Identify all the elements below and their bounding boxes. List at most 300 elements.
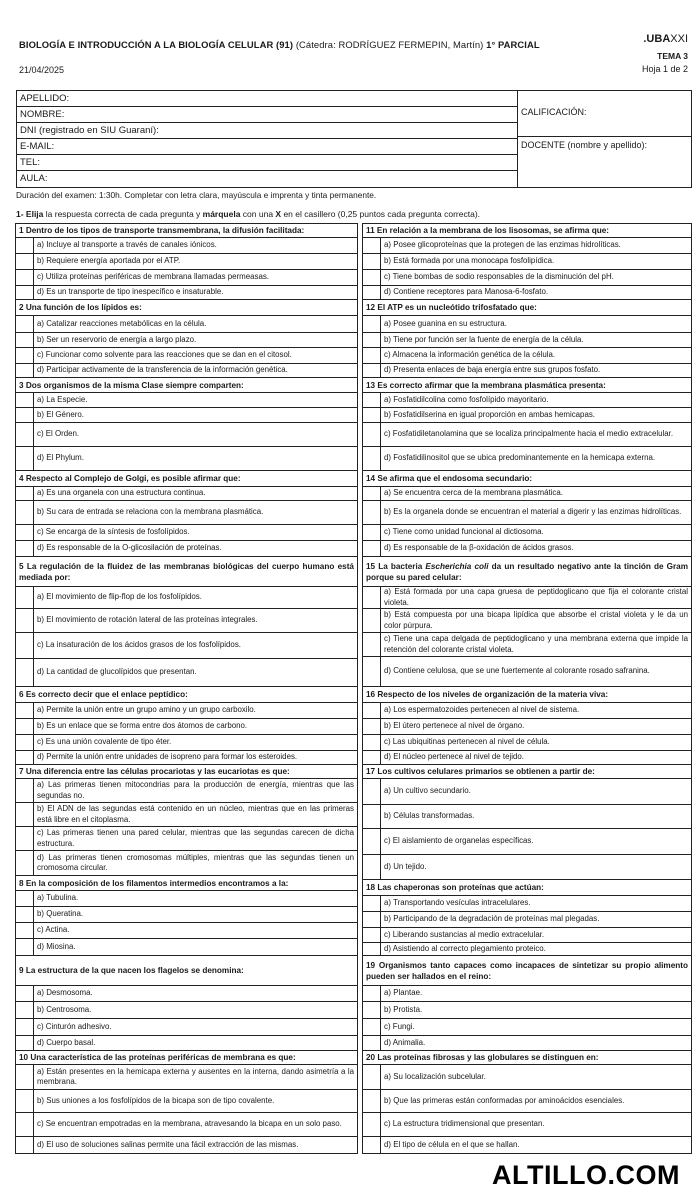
field-tel[interactable]: TEL: xyxy=(17,155,517,171)
question-text: 8 En la composición de los filamentos intermedios encontramos a la: xyxy=(19,878,289,888)
question-header xyxy=(363,956,691,986)
answer-checkbox[interactable] xyxy=(363,855,381,879)
brand-bold: .UBA xyxy=(643,33,671,45)
option-text: b) Células transformadas. xyxy=(384,811,475,821)
answer-option xyxy=(363,333,691,348)
answer-option xyxy=(16,907,357,923)
option-text: d) Es un transporte de tipo inespecífico e insaturable. xyxy=(37,287,224,297)
option-text: d) El núcleo pertenece al nivel de tejido. xyxy=(384,752,524,762)
answer-checkbox[interactable] xyxy=(363,633,381,656)
field-apellido[interactable]: APELLIDO: xyxy=(17,91,517,107)
option-text: b) Está compuesta por una bicapa lipídica que absorbe el cristal violeta y le da un color púrpura. xyxy=(384,610,688,630)
catedra: (Cátedra: RODRÍGUEZ FERMEPIN, Martín) xyxy=(295,39,484,50)
answer-option xyxy=(16,735,357,751)
option-text: b) Sus uniones a los fosfolípidos de la bicapa son de tipo covalente. xyxy=(37,1095,275,1105)
answer-option xyxy=(16,254,357,270)
option-text: d) Asistiendo al correcto plegamiento proteico. xyxy=(384,943,546,953)
answer-option xyxy=(363,408,691,423)
answer-option xyxy=(16,1036,357,1051)
option-text: b) Tiene por función ser la fuente de energía de la célula. xyxy=(384,334,584,344)
option-text: c) Se encuentran empotradas en la membrana, atravesando la bicapa en un solo paso. xyxy=(37,1119,342,1129)
answer-option xyxy=(363,587,691,609)
answer-checkbox[interactable] xyxy=(363,1002,381,1018)
answer-option xyxy=(363,805,691,829)
answer-checkbox[interactable] xyxy=(363,408,381,422)
option-text: a) Permite la unión entre un grupo amino y un grupo carboxilo. xyxy=(37,705,256,715)
answer-option xyxy=(16,703,357,719)
answer-checkbox[interactable] xyxy=(16,779,34,802)
option-text: d) Participar activamente de la transferencia de la información genética. xyxy=(37,365,288,375)
question-header xyxy=(363,880,691,896)
answer-checkbox[interactable] xyxy=(16,609,34,632)
answer-option xyxy=(363,633,691,657)
answer-option xyxy=(16,827,357,851)
question-header xyxy=(16,300,357,316)
answer-option xyxy=(16,939,357,956)
species-name: Escherichia coli xyxy=(425,561,489,571)
answer-option xyxy=(363,912,691,928)
answer-checkbox[interactable] xyxy=(16,238,34,253)
answer-checkbox[interactable] xyxy=(16,659,34,686)
question-text: 11 En relación a la membrana de los lisosomas, se afirma que: xyxy=(366,226,609,235)
option-text: b) Está formada por una monocapa fosfolipídica. xyxy=(384,256,555,266)
option-text: b) Que las primeras están conformadas por aminoácidos esenciales. xyxy=(384,1095,625,1105)
answer-checkbox[interactable] xyxy=(363,1137,381,1153)
answer-option xyxy=(16,393,357,408)
exam-type: 1° PARCIAL xyxy=(486,39,540,50)
question-header xyxy=(363,765,691,779)
answer-checkbox[interactable] xyxy=(16,393,34,407)
option-text: d) Presenta enlaces de baja energía entre sus grupos fosfato. xyxy=(384,365,601,375)
answer-checkbox[interactable] xyxy=(16,487,34,500)
question-header xyxy=(16,378,357,393)
option-text: c) Fosfatidiletanolamina que se localiza principalmente hacia el medio extracelular. xyxy=(384,429,674,439)
question-text: 16 Respecto de los niveles de organización de la materia viva: xyxy=(366,690,609,699)
answer-option xyxy=(363,423,691,447)
option-text: a) Un cultivo secundario. xyxy=(384,786,471,796)
answer-checkbox[interactable] xyxy=(363,943,381,955)
answer-option xyxy=(16,1019,357,1036)
answer-checkbox[interactable] xyxy=(16,751,34,764)
answer-checkbox[interactable] xyxy=(16,939,34,955)
option-text: c) La insaturación de los ácidos grasos de los fosfolípidos. xyxy=(37,640,241,650)
option-text: b) El ADN de las segundas está contenido en un núcleo, mientras que en las primeras está libre en el citoplasma. xyxy=(37,804,354,824)
option-text: d) Permite la unión entre unidades de isopreno para formar los esteroides. xyxy=(37,752,298,762)
answer-checkbox[interactable] xyxy=(16,286,34,299)
answer-checkbox[interactable] xyxy=(363,986,381,1001)
answer-option xyxy=(363,896,691,912)
answer-option xyxy=(16,286,357,300)
answer-checkbox[interactable] xyxy=(16,364,34,377)
answer-checkbox[interactable] xyxy=(363,912,381,927)
answer-checkbox[interactable] xyxy=(16,408,34,422)
answer-checkbox[interactable] xyxy=(363,703,381,718)
answer-option xyxy=(363,447,691,471)
question-header xyxy=(363,378,691,393)
field-dni[interactable]: DNI (registrado en SIU Guaraní): xyxy=(17,123,517,139)
option-text: a) Posee glicoproteínas que la protegen de las enzimas hidrolíticas. xyxy=(384,240,621,250)
answer-checkbox[interactable] xyxy=(16,316,34,332)
answer-checkbox[interactable] xyxy=(16,1036,34,1050)
answer-option xyxy=(363,270,691,286)
instr-part: con una xyxy=(240,209,276,219)
answer-option xyxy=(363,1113,691,1137)
answer-checkbox[interactable] xyxy=(363,1036,381,1050)
option-text: c) Tiene bombas de sodio responsables de la disminución del pH. xyxy=(384,272,614,282)
option-text: d) Fosfatidilinositol que se ubica predominantemente en la hemicapa externa. xyxy=(384,453,656,463)
option-text: a) La Especie. xyxy=(37,394,88,404)
answer-option xyxy=(363,316,691,333)
question-header xyxy=(16,687,357,703)
answer-checkbox[interactable] xyxy=(363,501,381,524)
answer-option xyxy=(16,986,357,1002)
answer-checkbox[interactable] xyxy=(363,896,381,911)
student-info-form xyxy=(16,90,692,188)
answer-option xyxy=(16,609,357,633)
option-text: b) Requiere energía aportada por el ATP. xyxy=(37,256,181,266)
answer-checkbox[interactable] xyxy=(363,286,381,299)
answer-option xyxy=(16,587,357,609)
answer-checkbox[interactable] xyxy=(363,1090,381,1112)
answer-option xyxy=(16,487,357,501)
answer-option xyxy=(16,923,357,939)
answer-checkbox[interactable] xyxy=(16,1065,34,1089)
question-text: 12 El ATP es un nucleótido trifosfatado que: xyxy=(366,303,537,312)
answer-option xyxy=(363,487,691,501)
answer-option xyxy=(363,1137,691,1153)
option-text: d) Cuerpo basal. xyxy=(37,1037,96,1047)
answer-checkbox[interactable] xyxy=(16,986,34,1001)
option-text: d) Contiene receptores para Manosa-6-fosfato. xyxy=(384,287,549,297)
option-text: d) Las primeras tienen cromosomas múltiples, mientras que las segundas tienen un cromosoma circular. xyxy=(37,852,354,872)
answer-checkbox[interactable] xyxy=(363,393,381,407)
answer-checkbox[interactable] xyxy=(16,851,34,875)
answer-option xyxy=(363,703,691,719)
answer-checkbox[interactable] xyxy=(16,541,34,556)
answer-checkbox[interactable] xyxy=(16,923,34,938)
answer-checkbox[interactable] xyxy=(363,751,381,764)
answer-checkbox[interactable] xyxy=(16,525,34,540)
answer-option xyxy=(16,541,357,557)
option-text: c) Actina. xyxy=(37,925,70,935)
option-text: c) El Orden. xyxy=(37,429,80,439)
duration-note: Duración del examen: 1:30h. Completar con letra clara, mayúscula e imprenta y tinta permanente. xyxy=(16,190,377,200)
option-text: b) Su cara de entrada se relaciona con la membrana plasmática. xyxy=(37,507,264,517)
answer-checkbox[interactable] xyxy=(363,316,381,332)
option-text: d) Es responsable de la O-glicosilación de proteínas. xyxy=(37,543,222,553)
option-text: b) Es la organela donde se encuentran el material a digerir y las enzimas hidrolíticas. xyxy=(384,507,682,517)
answer-option xyxy=(363,943,691,956)
answer-checkbox[interactable] xyxy=(363,238,381,253)
question-text: 19 Organismos tanto capaces como incapaces de sintetizar su propio alimento pueden ser hallados en el reino: xyxy=(366,960,688,981)
question-text: 3 Dos organismos de la misma Clase siempre comparten: xyxy=(19,380,244,390)
answer-option xyxy=(363,348,691,364)
option-text: a) Desmosoma. xyxy=(37,988,93,998)
answer-option xyxy=(16,348,357,364)
exam-date: 21/04/2025 xyxy=(19,65,65,75)
option-text: d) Animalia. xyxy=(384,1037,426,1047)
question-header xyxy=(16,956,357,986)
option-text: c) Las primeras tienen una pared celular, mientras que las segundas carecen de dicha estructura. xyxy=(37,828,354,848)
answer-option xyxy=(16,751,357,765)
answer-option xyxy=(363,829,691,855)
exam-title xyxy=(19,39,540,50)
answer-option xyxy=(16,408,357,423)
answer-option xyxy=(16,501,357,525)
option-text: a) Transportando vesículas intracelulares. xyxy=(384,898,531,908)
answer-option xyxy=(363,719,691,735)
answer-option xyxy=(363,286,691,300)
option-text: c) Es una unión covalente de tipo éter. xyxy=(37,737,172,747)
question-text: 14 Se afirma que el endosoma secundario: xyxy=(366,474,533,483)
answer-checkbox[interactable] xyxy=(363,805,381,828)
answer-option xyxy=(16,851,357,876)
answer-option xyxy=(363,928,691,943)
answer-option xyxy=(363,1002,691,1019)
answer-option xyxy=(363,657,691,687)
option-text: c) Cinturón adhesivo. xyxy=(37,1021,112,1031)
option-text: a) Fosfatidilcolina como fosfolípido mayoritario. xyxy=(384,394,549,404)
answer-checkbox[interactable] xyxy=(16,254,34,269)
uba-xxi-logo xyxy=(643,33,688,45)
answer-checkbox[interactable] xyxy=(363,719,381,734)
answer-checkbox[interactable] xyxy=(16,348,34,363)
answer-option xyxy=(16,803,357,827)
question-header xyxy=(363,300,691,316)
altillo-watermark: ALTILLO.COM xyxy=(492,1160,680,1190)
option-text: b) Participando de la degradación de proteínas mal plegadas. xyxy=(384,914,600,924)
field-calificacion: CALIFICACIÓN: xyxy=(517,91,691,137)
option-text: c) Se encarga de la síntesis de fosfolípidos. xyxy=(37,527,190,537)
answer-option xyxy=(16,238,357,254)
question-header xyxy=(16,471,357,487)
answer-option xyxy=(16,333,357,348)
option-text: c) Fungi. xyxy=(384,1021,415,1031)
option-text: b) El movimiento de rotación lateral de las proteínas integrales. xyxy=(37,615,258,625)
question-text: 17 Los cultivos celulares primarios se obtienen a partir de: xyxy=(366,767,595,776)
answer-checkbox[interactable] xyxy=(363,541,381,556)
option-text: c) Tiene como unidad funcional al dictiosoma. xyxy=(384,527,544,537)
answer-option xyxy=(363,1065,691,1090)
option-text: b) Fosfatidilserina en igual proporción en ambas hemicapas. xyxy=(384,409,595,419)
answer-option xyxy=(363,1036,691,1051)
field-aula[interactable]: AULA: xyxy=(20,173,48,184)
answer-checkbox[interactable] xyxy=(16,333,34,347)
option-text: a) Su localización subcelular. xyxy=(384,1071,486,1081)
answer-checkbox[interactable] xyxy=(363,348,381,363)
answer-checkbox[interactable] xyxy=(16,1113,34,1136)
question-text: 2 Una función de los lípidos es: xyxy=(19,303,142,312)
answer-option xyxy=(16,1065,357,1090)
answer-checkbox[interactable] xyxy=(16,891,34,906)
option-text: d) El uso de soluciones salinas permite una fácil extracción de las mismas. xyxy=(37,1139,299,1149)
answer-option xyxy=(16,1002,357,1019)
answer-option xyxy=(363,609,691,633)
question-text: 5 La regulación de la fluidez de las membranas biológicas del cuerpo humano está mediada por: xyxy=(19,561,354,582)
question-header xyxy=(16,876,357,891)
answer-option xyxy=(363,393,691,408)
answer-checkbox[interactable] xyxy=(16,907,34,922)
answer-checkbox[interactable] xyxy=(363,1019,381,1035)
answer-option xyxy=(16,1090,357,1113)
answer-option xyxy=(363,1019,691,1036)
answer-option xyxy=(363,254,691,270)
answer-option xyxy=(16,1137,357,1153)
question-header xyxy=(16,765,357,779)
instr-part: en el casillero (0,25 puntos cada pregunta correcta). xyxy=(281,209,481,219)
option-text: b) Protista. xyxy=(384,1004,423,1014)
question-text: 20 Las proteínas fibrosas y las globulares se distinguen en: xyxy=(366,1053,599,1062)
answer-checkbox[interactable] xyxy=(363,829,381,854)
option-text: d) Contiene celulosa, que se une fuertemente al colorante rosado safranina. xyxy=(384,666,650,676)
answer-option xyxy=(16,270,357,286)
option-text: d) La cantidad de glucolípidos que presentan. xyxy=(37,667,197,677)
answer-option xyxy=(363,779,691,805)
answer-checkbox[interactable] xyxy=(363,928,381,942)
option-text: c) Almacena la información genética de la célula. xyxy=(384,350,556,360)
option-text: a) Plantae. xyxy=(384,988,423,998)
answer-checkbox[interactable] xyxy=(363,423,381,446)
subject-name: BIOLOGÍA E INTRODUCCIÓN A LA BIOLOGÍA CELULAR (91) xyxy=(19,39,294,50)
question-text: 4 Respecto al Complejo de Golgi, es posible afirmar que: xyxy=(19,474,241,483)
answer-checkbox[interactable] xyxy=(16,827,34,850)
answer-checkbox[interactable] xyxy=(363,1113,381,1136)
answer-option xyxy=(363,735,691,751)
answer-checkbox[interactable] xyxy=(363,333,381,347)
answer-option xyxy=(16,891,357,907)
option-text: c) El aislamiento de organelas específicas. xyxy=(384,836,534,846)
answer-checkbox[interactable] xyxy=(363,779,381,804)
option-text: a) Tubulina. xyxy=(37,893,79,903)
answer-checkbox[interactable] xyxy=(16,1002,34,1018)
question-header xyxy=(363,471,691,487)
answer-checkbox[interactable] xyxy=(16,1090,34,1112)
question-header xyxy=(16,557,357,587)
answer-option xyxy=(363,501,691,525)
answer-checkbox[interactable] xyxy=(363,609,381,632)
option-text: a) Incluye al transporte a través de canales iónicos. xyxy=(37,240,217,250)
answer-option xyxy=(363,364,691,378)
question-text: 10 Una característica de las proteínas periféricas de membrana es que: xyxy=(19,1053,296,1062)
answer-option xyxy=(16,316,357,333)
option-text: c) Utiliza proteínas periféricas de membrana llamadas permeasas. xyxy=(37,272,269,282)
question-text: 18 Las chaperonas son proteínas que actúan: xyxy=(366,883,544,892)
answer-option xyxy=(16,423,357,447)
option-text: b) El Género. xyxy=(37,409,84,419)
question-text: 9 La estructura de la que nacen los flagelos se denomina: xyxy=(19,966,244,975)
question-header xyxy=(363,557,691,587)
question-text xyxy=(366,561,688,583)
answer-option xyxy=(16,525,357,541)
option-text: c) Funcionar como solvente para las reacciones que se dan en el citosol. xyxy=(37,350,292,360)
option-text: b) Centrosoma. xyxy=(37,1004,92,1014)
question-header xyxy=(363,687,691,703)
answer-option xyxy=(363,986,691,1002)
option-text: c) La estructura tridimensional que presentan. xyxy=(384,1119,545,1129)
option-text: b) Queratina. xyxy=(37,909,84,919)
option-text: d) Es responsable de la β-oxidación de ácidos grasos. xyxy=(384,543,574,553)
option-text: d) Miosina. xyxy=(37,941,76,951)
brand-thin: XXI xyxy=(670,33,688,45)
answer-checkbox[interactable] xyxy=(363,735,381,750)
question-header xyxy=(363,1051,691,1065)
instructions xyxy=(16,209,480,219)
option-text: a) Las primeras tienen mitocondrias para la producción de energía, mientras que las segundas no. xyxy=(37,780,354,800)
option-text: b) Ser un reservorio de energía a largo plazo. xyxy=(37,334,197,344)
answer-checkbox[interactable] xyxy=(16,633,34,658)
answer-checkbox[interactable] xyxy=(16,1137,34,1153)
answer-option xyxy=(363,525,691,541)
answer-checkbox[interactable] xyxy=(16,703,34,718)
option-text: a) Están presentes en la hemicapa externa y ausentes en la interna, dando asimetría a la membrana. xyxy=(37,1066,354,1086)
answer-option xyxy=(16,779,357,803)
instr-part: márquela xyxy=(202,209,241,219)
student-fields xyxy=(17,91,518,187)
option-text: a) Es una organela con una estructura continua. xyxy=(37,488,206,498)
answer-checkbox[interactable] xyxy=(363,1065,381,1089)
instr-part: la respuesta correcta de cada pregunta y xyxy=(43,209,203,219)
field-email[interactable]: E-MAIL: xyxy=(17,139,517,155)
option-text: a) El movimiento de flip-flop de los fosfolípidos. xyxy=(37,592,202,602)
field-docente: DOCENTE (nombre y apellido): xyxy=(521,140,648,150)
answer-checkbox[interactable] xyxy=(363,364,381,377)
questions-left-column xyxy=(15,223,358,1154)
tema-label: TEMA 3 xyxy=(657,51,688,61)
answer-checkbox[interactable] xyxy=(16,587,34,608)
questions-right-column xyxy=(362,223,692,1154)
answer-checkbox[interactable] xyxy=(16,1019,34,1035)
option-text: d) El Phylum. xyxy=(37,453,84,463)
answer-option xyxy=(16,719,357,735)
answer-checkbox[interactable] xyxy=(16,447,34,470)
answer-checkbox[interactable] xyxy=(363,525,381,540)
question-text-part: 15 La bacteria xyxy=(366,561,426,571)
answer-checkbox[interactable] xyxy=(16,501,34,524)
question-header xyxy=(16,224,357,238)
question-text: 1 Dentro de los tipos de transporte transmembrana, la difusión facilitada: xyxy=(19,226,305,235)
field-nombre[interactable]: NOMBRE: xyxy=(17,107,517,123)
answer-checkbox[interactable] xyxy=(363,447,381,470)
option-text: c) Liberando sustancias al medio extracelular. xyxy=(384,929,545,939)
answer-checkbox[interactable] xyxy=(363,487,381,500)
answer-checkbox[interactable] xyxy=(16,803,34,826)
answer-checkbox[interactable] xyxy=(363,270,381,285)
answer-checkbox[interactable] xyxy=(16,423,34,446)
question-header xyxy=(16,1051,357,1065)
answer-option xyxy=(16,659,357,687)
instr-part: 1- Elija xyxy=(16,209,44,219)
option-text: c) Las ubiquitinas pertenecen al nivel de célula. xyxy=(384,737,550,747)
answer-checkbox[interactable] xyxy=(363,587,381,608)
answer-checkbox[interactable] xyxy=(16,735,34,750)
answer-option xyxy=(363,238,691,254)
answer-option xyxy=(16,447,357,471)
answer-checkbox[interactable] xyxy=(363,657,381,686)
question-header xyxy=(363,224,691,238)
question-text: 6 Es correcto decir que el enlace peptídico: xyxy=(19,690,188,699)
question-text: 13 Es correcto afirmar que la membrana plasmática presenta: xyxy=(366,380,606,390)
answer-option xyxy=(16,633,357,659)
option-text: a) Se encuentra cerca de la membrana plasmática. xyxy=(384,488,563,498)
option-text: b) El útero pertenece al nivel de órgano. xyxy=(384,721,525,731)
page-indicator: Hoja 1 de 2 xyxy=(641,64,688,74)
answer-checkbox[interactable] xyxy=(363,254,381,269)
answer-checkbox[interactable] xyxy=(16,270,34,285)
answer-option xyxy=(16,364,357,378)
instr-part: X xyxy=(275,209,282,219)
answer-checkbox[interactable] xyxy=(16,719,34,734)
answer-option xyxy=(16,1113,357,1137)
